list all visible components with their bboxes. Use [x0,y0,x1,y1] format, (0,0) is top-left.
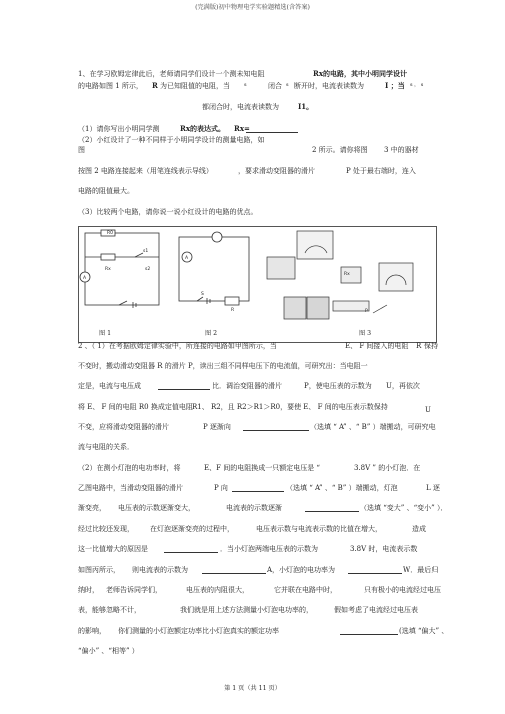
q1-line2g: 断开时，电流表读数为 [294,82,364,90]
fig1-caption: 图 1 [99,330,112,337]
q1-part2a: （2）小红设计了一种不同样于小明同学设计的测量电路，如 [78,136,265,144]
q2-m2b: P 向 [214,484,228,492]
q2-line3a: 定是，电流与电压成 [78,382,141,390]
q2-m8a: 表，能够忽略不计， [78,606,141,614]
q2-line1d: 保持 [424,342,438,350]
q2-m2d: L 逐 [426,484,440,492]
q2-m3b: 电压表的示数逐渐变大， [118,504,195,512]
q2-m2c: （选填 “ A” 、“ B” ）端搬动，灯泡 [286,484,398,492]
q1-line2a: 的电路如图 1 所示， [78,82,143,90]
s2-label: s2 [145,267,151,272]
q1-part3: （3）比较两个电路，请你说一说小红设计的电路的优点。 [78,208,258,216]
q1-line2d: s [244,82,247,88]
q2-m4c: 电压表示数与电流表示数的比值在增大， [256,525,382,533]
q2-m7d: 它并联在电路中时， [274,586,337,594]
q2-line4b: R1、 R2，且 R2＞R1＞R0，要使 E、 F 间的电压表示数保持 [192,403,388,411]
q1-part2e: 按图 2 电路连接起来（用笔连线表示导线） [78,167,213,175]
q1-line2f: s [286,82,289,88]
q2-line1c: R [416,342,422,350]
q2-line4a: 将 E、 F 间的电阻 R0 换成定值电阻 [78,403,193,411]
q1-part1c: Rx= [234,124,250,133]
q2-line2: 不变时，搬动滑动变阻器 R 的滑片 P，读出三组不同样电压下的电流值，可研究出：当电阻一 [78,362,368,370]
rx-label: Rx [105,267,111,272]
q1-line3b: I1。 [298,102,314,111]
q2-m10: “偏小” 、“相等” ） [78,647,139,655]
direction-blank-2[interactable] [232,484,284,492]
q2-line5b: P 逐渐向 [203,423,231,431]
q2-m5a: 这一比值增大的原因是 [78,545,148,553]
q1-line2i: s ， s [410,82,424,88]
reason-blank[interactable] [164,545,218,553]
q2-m6a: 如图丙所示， [78,566,120,574]
r0-label: R0 [107,231,113,236]
q1-line2e: 闭合 [268,82,282,90]
power-value-blank[interactable] [348,566,402,574]
q2-m6c: A，小灯泡的电功率为 [267,566,336,574]
slider-label: P [365,309,368,314]
q2-m1c: 3.8V ” 的小灯泡．在 [354,464,421,472]
q1-line1b: Rx的电路，其中小明同学设计 [313,69,407,78]
current-change-blank[interactable] [305,504,359,512]
q1-part2d: 3 中的器材 [384,146,419,154]
q1-part1a: （1）请你写出小明同学测 [78,125,160,133]
fig3-rx-label: Rx [344,272,350,277]
switch-label: S [201,292,204,297]
q2-m4a: 经过比较还发现， [78,525,134,533]
q2-m4b: 在灯泡逐渐变亮的过程中， [150,525,234,533]
q1-part1b: Rx的表达式。 [180,124,225,133]
q1-part2b: 图 [78,146,85,154]
q2-line3d: U，再依次 [386,382,420,390]
proportion-blank[interactable] [158,382,210,390]
q2-m3a: 渐变亮， [78,504,106,512]
q2-m5b: ．当小灯泡两端电压表的示数为 [220,545,318,553]
q1-line2h: I ；当 [385,81,405,90]
comparison-blank[interactable] [340,627,398,635]
fig2-caption: 图 2 [205,330,218,337]
q2-m1a: （2）在测小灯泡的电功率时，将 [78,464,181,472]
q2-m7b: 老师告诉同学们， [106,586,162,594]
q2-m9c: (选填 “偏大” 、 [399,627,449,635]
q2-m8c: 假如考虑了电流经过电压表 [334,606,418,614]
figure3-equipment [267,231,413,319]
q2-m4d: 造成 [412,525,426,533]
q1-part2f: ，要求滑动变阻器的滑片 [238,167,315,175]
figure2-circuit [179,232,249,305]
q2-m6d: W．最后归 [403,566,439,574]
q2-m9b: 你们测量的小灯泡额定功率比小灯泡真实的额定功率 [118,627,279,635]
ammeter-label: A [83,276,87,281]
circuit-diagrams [79,227,436,342]
q2-line6: 流与电阻的关系． [78,443,134,451]
q2-line5a: 不变，应将滑动变阻器的滑片 [78,423,169,431]
direction-blank-1[interactable] [243,423,309,431]
rheostat-label: R [231,308,235,313]
q2-line1a: 2 、（ 1）在考据欧姆定律实验中，所连接的电路如甲图所示，当 [78,342,277,350]
circuit-figure [78,226,437,343]
q2-line5c: （选填 “ A” 、“ B” ）端搬动，可研究电 [310,423,436,431]
document-title: (完满版)初中物理电学实验题精选(含答案) [195,4,310,11]
page-number: 第 1 页（共 11 页） [224,685,281,692]
q2-m1b: E、F 间的电阻换成一只额定电压是 “ [204,464,320,472]
q2-m7a: 纳时， [78,586,99,594]
q1-line2b: R [152,81,158,90]
q2-m9a: 的影响， [78,627,106,635]
q2-line3b: 比．调治变阻器的滑片 [212,382,282,390]
q1-line1a: 1、在学习欧姆定律此后，老师请同学们设计一个测未知电阻 [78,70,265,78]
q2-line4c: U [425,406,431,414]
q2-m3c: 电流表的示数逐渐 [226,504,282,512]
q2-m6b: 则电流表的示数为 [132,566,188,574]
rx-answer-blank[interactable] [246,125,298,133]
current-value-blank[interactable] [202,566,266,574]
s1-label: s1 [143,249,149,254]
fig2-ammeter: A [185,256,189,261]
q2-line1b: E、 F 间接入的电阻 [345,342,409,350]
q2-m7c: 电压表的内阻很大， [186,586,249,594]
q2-m3d: （选填 “变大” 、“变小” ）． [360,504,448,512]
q1-line2c: 为已知阻值的电阻，当 [160,82,230,90]
q1-part2h: 电路的阻值最大。 [78,187,134,195]
q2-m5c: 3.8V 时，电流表示数 [350,545,418,553]
q1-line3a: 都闭合时，电流表读数为 [202,103,279,111]
fig3-caption: 图 3 [359,330,372,337]
q2-m2a: 乙图电路中，当滑动变阻器的滑片 [78,484,183,492]
q2-m8b: 我们就是用上述方法测量小灯泡电功率的， [180,606,313,614]
q1-part2g: P 处于最右端时，连入 [346,167,416,175]
q2-m7e: 只有极小的电流经过电压 [364,586,441,594]
q1-part2c: 2 所示。请你将图 [312,146,368,154]
q2-line3c: P，使电压表的示数为 [304,382,372,390]
